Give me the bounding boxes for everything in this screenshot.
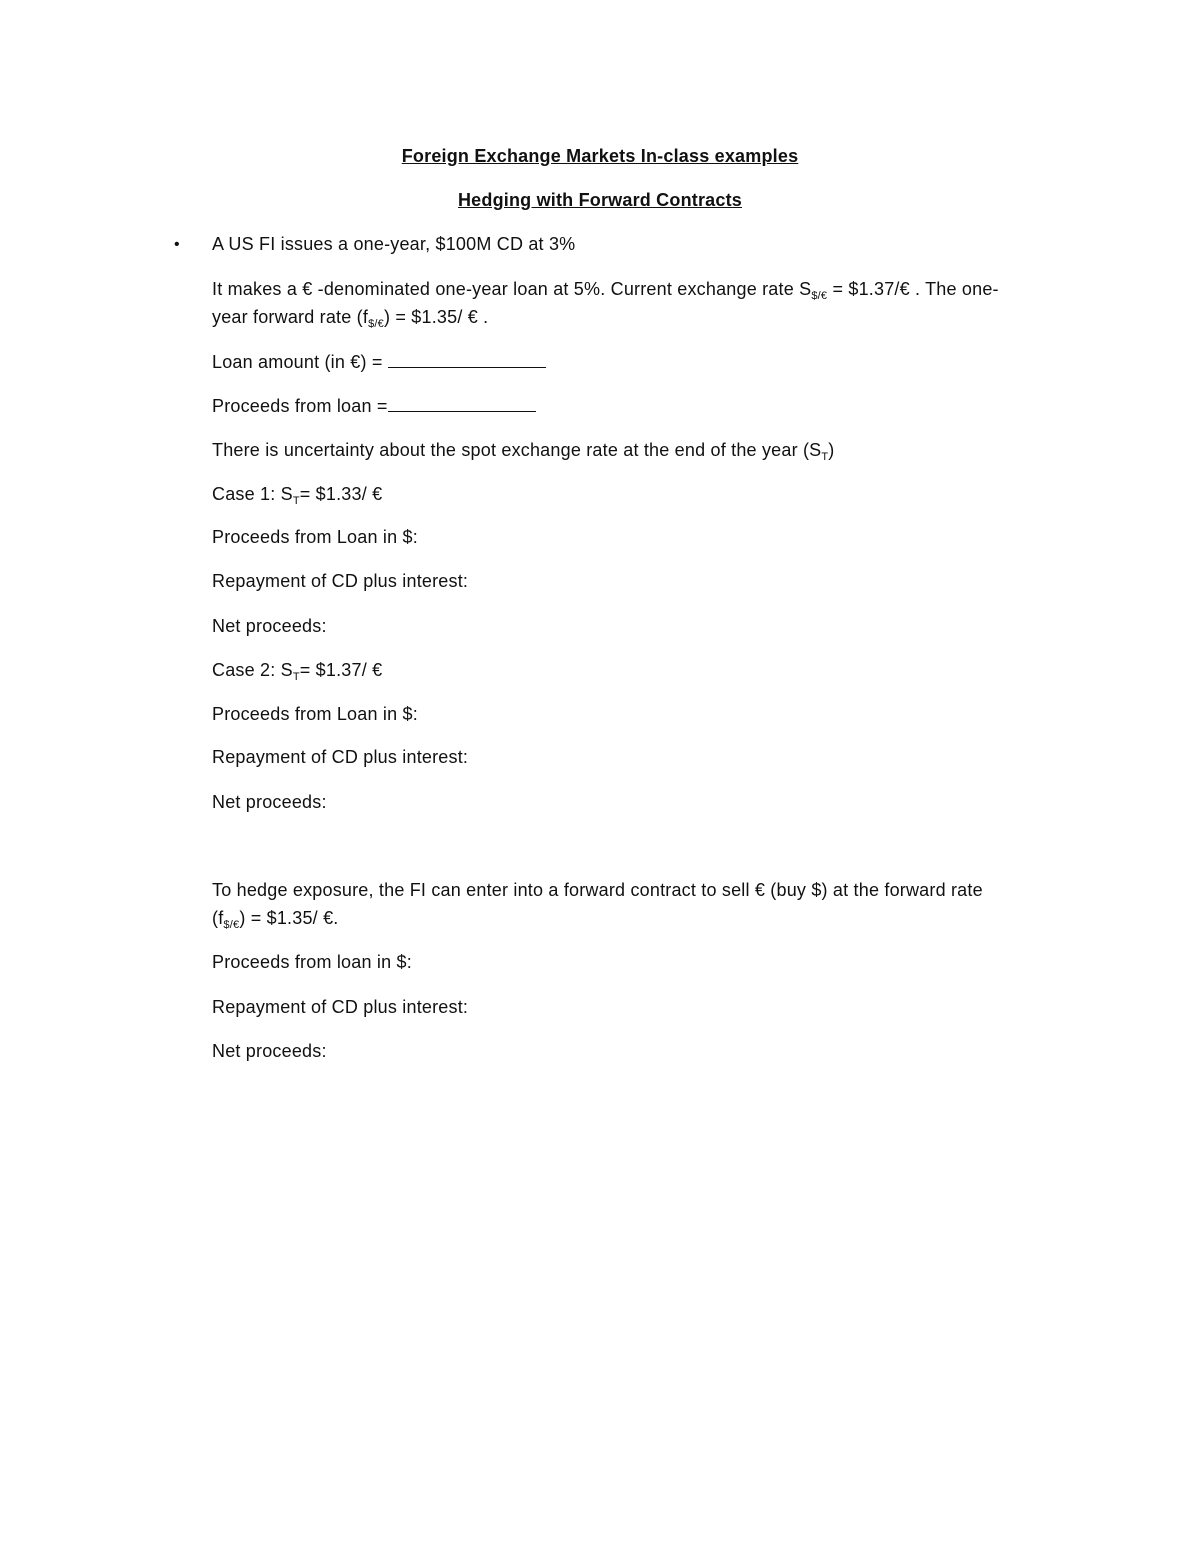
text-run: ) = $1.35/ €. [239, 908, 339, 928]
text-run: year forward rate (f [212, 307, 369, 327]
case1-net: Net proceeds: [212, 616, 327, 636]
intro-text: A US FI issues a one-year, $100M CD at 3% [212, 234, 576, 254]
text-run: = $1.37/€ . The one- [827, 279, 999, 299]
currency-subscript: $/€ [223, 919, 240, 931]
text-run: Case 2: S [212, 660, 293, 680]
text-run: Case 1: S [212, 484, 293, 504]
document-title: Foreign Exchange Markets In-class examples [401, 146, 799, 166]
currency-subscript: $/€ [368, 318, 384, 330]
case2-repayment: Repayment of CD plus interest: [212, 747, 469, 767]
loan-amount-label: Loan amount (in €) = [212, 352, 388, 372]
hedge-net: Net proceeds: [212, 1041, 327, 1061]
time-subscript: T [292, 671, 300, 683]
text-run: (f [212, 908, 224, 928]
bullet-marker: • [174, 236, 180, 253]
case2-proceeds: Proceeds from Loan in $: [212, 704, 418, 724]
case1-heading [212, 484, 382, 507]
text-run: = $1.33/ € [299, 484, 383, 504]
currency-subscript: $/€ [811, 290, 828, 302]
time-subscript: T [292, 495, 300, 507]
case2-heading [212, 660, 382, 683]
loan-description-line-1 [212, 279, 999, 302]
loan-amount-blank[interactable] [388, 351, 546, 368]
hedge-proceeds: Proceeds from loan in $: [212, 952, 412, 972]
case1-proceeds: Proceeds from Loan in $: [212, 527, 418, 547]
proceeds-loan-label: Proceeds from loan = [212, 396, 388, 416]
loan-description-line-2 [212, 307, 488, 330]
text-run: ) [828, 440, 835, 460]
hedge-line-2 [212, 908, 338, 931]
case1-repayment: Repayment of CD plus interest: [212, 571, 469, 591]
case2-net: Net proceeds: [212, 792, 327, 812]
hedge-line-1: To hedge exposure, the FI can enter into a forward contract to sell € (buy $) at the forward rate [212, 880, 983, 900]
loan-amount-line [212, 351, 546, 373]
hedge-repayment: Repayment of CD plus interest: [212, 997, 469, 1017]
text-run: ) = $1.35/ € . [383, 307, 489, 327]
uncertainty-line [212, 440, 835, 463]
text-run: There is uncertainty about the spot exchange rate at the end of the year (S [212, 440, 822, 460]
text-run: = $1.37/ € [299, 660, 383, 680]
text-run: It makes a € -denominated one-year loan at 5%. Current exchange rate S [212, 279, 812, 299]
proceeds-loan-line [212, 395, 536, 417]
time-subscript: T [821, 451, 829, 463]
proceeds-loan-blank[interactable] [388, 395, 536, 412]
document-subtitle: Hedging with Forward Contracts [457, 190, 742, 210]
